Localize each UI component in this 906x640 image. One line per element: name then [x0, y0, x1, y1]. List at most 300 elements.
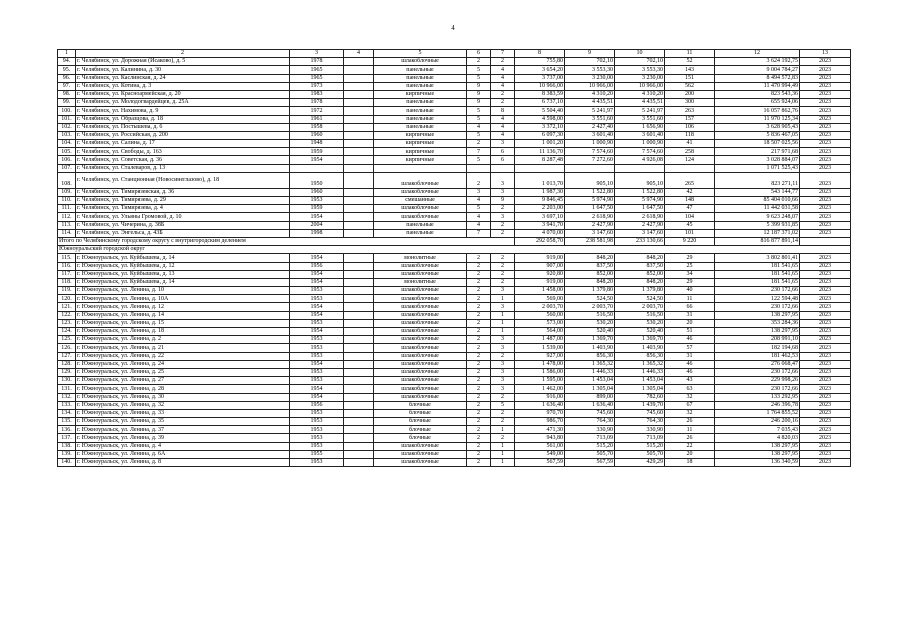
table-cell: 181 541,65 [715, 278, 800, 286]
table-cell: 118. [58, 278, 76, 286]
table-cell: 110. [58, 197, 76, 205]
table-cell: 2 [491, 434, 515, 442]
table-cell: г. Южноуральск, ул. Ленина, д. 10А [76, 295, 290, 303]
table-cell: 2 [467, 344, 491, 352]
table-cell: 3 [491, 287, 515, 295]
table-cell: 2 [467, 409, 491, 417]
table-cell: 116. [58, 262, 76, 270]
table-cell: 2 [467, 418, 491, 426]
table-cell: 1953 [290, 344, 344, 352]
table-cell: 2 203,00 [515, 205, 565, 213]
table-cell: 2 003,70 [565, 303, 615, 311]
table-row [58, 156, 851, 164]
table-cell: панельные [374, 107, 467, 115]
table-cell: 5 [467, 66, 491, 74]
table-cell: 2023 [800, 328, 851, 336]
table-cell: 7 272,60 [565, 156, 615, 164]
table-cell: 2 [467, 352, 491, 360]
table-cell: 124. [58, 328, 76, 336]
table-cell: 127. [58, 352, 76, 360]
table-cell: 1959 [290, 205, 344, 213]
table-cell: 1 [491, 426, 515, 434]
table-cell: 2023 [800, 295, 851, 303]
table-cell: смешанные [374, 197, 467, 205]
table-cell: 919,00 [515, 254, 565, 262]
table-cell: 43 [665, 377, 715, 385]
table-cell: 1 647,50 [615, 205, 665, 213]
table-cell: 1956 [290, 262, 344, 270]
table-cell: 1983 [290, 90, 344, 98]
table-cell: 4 [467, 123, 491, 131]
table-cell [344, 303, 374, 311]
table-cell: г. Южноуральск, ул. Ленина, д. 32 [76, 401, 290, 409]
table-cell: панельные [374, 66, 467, 74]
table-cell: 3 737,00 [515, 74, 565, 82]
table-cell: 136. [58, 426, 76, 434]
table-row [58, 270, 851, 278]
table-row [58, 278, 851, 286]
table-cell: 11 970 125,34 [715, 115, 800, 123]
table-row [58, 164, 851, 172]
table-cell: г. Южноуральск, ул. Ленина, д. 15 [76, 319, 290, 327]
table-cell: 122. [58, 311, 76, 319]
table-cell: г. Южноуральск, ул. Ленина, д. 21 [76, 344, 290, 352]
table-cell: шлакоблочные [374, 360, 467, 368]
table-cell [344, 229, 374, 237]
table-cell: 2023 [800, 360, 851, 368]
table-cell: панельные [374, 74, 467, 82]
table-cell: г. Южноуральск, ул. Ленина, д. 6А [76, 450, 290, 458]
table-cell: г. Челябинск, ул. Ульяны Громовой, д. 10 [76, 213, 290, 221]
table-cell: 2023 [800, 99, 851, 107]
table-cell: 9 846,45 [515, 197, 565, 205]
table-cell: 899,00 [565, 393, 615, 401]
table-cell [374, 164, 467, 172]
table-cell: блочные [374, 426, 467, 434]
table-cell: 848,20 [615, 278, 665, 286]
table-cell: 1 403,90 [615, 344, 665, 352]
table-row [58, 131, 851, 139]
table-cell: 970,70 [515, 409, 565, 417]
table-cell: 20 [665, 319, 715, 327]
table-cell [615, 164, 665, 172]
table-cell: 1960 [290, 188, 344, 196]
table-cell: 2 618,90 [565, 213, 615, 221]
table-cell: 1 539,00 [515, 344, 565, 352]
table-cell: 2 [467, 393, 491, 401]
table-cell: 140. [58, 459, 76, 467]
table-cell: 2 [467, 303, 491, 311]
table-cell: 1953 [290, 287, 344, 295]
table-row [58, 360, 851, 368]
table-cell: 905,10 [565, 172, 615, 188]
table-cell: 1953 [290, 409, 344, 417]
table-cell: г. Южноуральск, ул. Ленина, д. 24 [76, 360, 290, 368]
table-cell [344, 344, 374, 352]
table-cell: 856,30 [565, 352, 615, 360]
table-cell: 3 553,30 [615, 66, 665, 74]
column-number-cell: 5 [374, 50, 467, 58]
table-cell [344, 409, 374, 417]
table-cell: 1978 [290, 99, 344, 107]
table-cell: 246 200,16 [715, 418, 800, 426]
table-cell: 1 013,70 [515, 172, 565, 188]
table-row [58, 319, 851, 327]
table-cell: 5 504,40 [515, 107, 565, 115]
table-row [58, 401, 851, 409]
table-cell: 1953 [290, 377, 344, 385]
table-cell: блочные [374, 434, 467, 442]
table-cell [344, 368, 374, 376]
table-cell: 3 [491, 360, 515, 368]
table-cell: 2 [467, 254, 491, 262]
table-cell: 986,70 [515, 418, 565, 426]
table-cell: г. Южноуральск, ул. Куйбышева, д. 13 [76, 270, 290, 278]
table-cell: 2023 [800, 213, 851, 221]
table-cell: 137. [58, 434, 76, 442]
table-cell: 702,10 [615, 58, 665, 66]
table-cell [344, 295, 374, 303]
table-cell: г. Челябинск, ул. Чичерина, д. 38Б [76, 221, 290, 229]
table-cell: 1 656,90 [615, 123, 665, 131]
table-cell: 3 601,40 [565, 131, 615, 139]
table-cell: г. Челябинск, ул. Тимирязевская, д. 36 [76, 188, 290, 196]
table-row [58, 66, 851, 74]
table-cell: 2023 [800, 287, 851, 295]
table-cell: г. Южноуральск, ул. Куйбышева, д. 14 [76, 278, 290, 286]
table-row [58, 229, 851, 237]
table-cell: 1 365,32 [565, 360, 615, 368]
table-cell [344, 278, 374, 286]
table-cell: 1 [491, 459, 515, 467]
table-cell: 182 194,68 [715, 344, 800, 352]
table-cell: 2 [491, 90, 515, 98]
table-cell: 200 [665, 90, 715, 98]
table-cell: 230 172,66 [715, 385, 800, 393]
table-row [58, 262, 851, 270]
table-cell: 111. [58, 205, 76, 213]
table-cell: 106. [58, 156, 76, 164]
table-cell: 5 974,90 [565, 197, 615, 205]
table-cell: 10 966,00 [615, 82, 665, 90]
column-number-cell: 8 [515, 50, 565, 58]
table-cell: 3 028 884,07 [715, 156, 800, 164]
table-cell: 119. [58, 287, 76, 295]
table-cell: 11 [665, 295, 715, 303]
table-cell: 2 [467, 295, 491, 303]
table-row [58, 328, 851, 336]
table-cell: г. Южноуральск, ул. Ленина, д. 12 [76, 303, 290, 311]
column-number-cell: 13 [800, 50, 851, 58]
table-row [58, 213, 851, 221]
table-cell: 2 [491, 262, 515, 270]
table-cell: 2 [467, 401, 491, 409]
table-cell: 5 [467, 107, 491, 115]
table-cell [344, 418, 374, 426]
table-cell: 2023 [800, 409, 851, 417]
table-cell: 2023 [800, 254, 851, 262]
table-cell: шлакоблочные [374, 58, 467, 66]
table-cell: г. Челябинск, ул. Советская, д. 36 [76, 156, 290, 164]
table-cell: 11 442 031,58 [715, 205, 800, 213]
table-cell: 9 004 784,27 [715, 66, 800, 74]
table-row [58, 442, 851, 450]
table-cell: 2 [467, 262, 491, 270]
table-cell [344, 107, 374, 115]
table-cell: 2 [467, 442, 491, 450]
table-cell [344, 262, 374, 270]
table-cell: г. Челябинск, ул. Салина, д. 17 [76, 140, 290, 148]
table-cell: 2023 [800, 156, 851, 164]
table-cell [344, 164, 374, 172]
table-cell: г. Южноуральск, ул. Ленина, д. 39 [76, 434, 290, 442]
table-cell: 181 541,65 [715, 270, 800, 278]
table-cell: 3 [491, 172, 515, 188]
column-number-cell: 2 [76, 50, 290, 58]
header-row [58, 50, 851, 58]
table-cell [344, 434, 374, 442]
table-cell: 2023 [800, 229, 851, 237]
table-cell: г. Челябинск, ул. Каслинская, д. 24 [76, 74, 290, 82]
table-cell: 129. [58, 368, 76, 376]
table-cell: 138 297,95 [715, 328, 800, 336]
table-cell: 745,60 [615, 409, 665, 417]
table-cell: г. Челябинск, ул. Станционная (Новосинеглазово), д. 18 [76, 172, 290, 188]
table-cell: 530,20 [565, 319, 615, 327]
table-cell: 2 427,90 [615, 221, 665, 229]
table-cell: 8 494 572,83 [715, 74, 800, 82]
table-cell: 2 [467, 426, 491, 434]
table-cell: 1954 [290, 254, 344, 262]
table-cell: 2 [467, 368, 491, 376]
table-cell: 85 404 010,66 [715, 197, 800, 205]
table-cell: 2023 [800, 197, 851, 205]
table-cell: 2 [467, 459, 491, 467]
table-row [58, 287, 851, 295]
page-number: 4 [451, 24, 455, 32]
table-cell: 22 [665, 442, 715, 450]
table-cell: 6 737,10 [515, 99, 565, 107]
table-cell: 123. [58, 319, 76, 327]
table-cell: 3 372,10 [515, 123, 565, 131]
table-cell: 5 [467, 131, 491, 139]
table-cell: г. Челябинск, ул. Энгельса, д. 43Б [76, 229, 290, 237]
total-value-cell: 233 130,66 [615, 237, 665, 245]
table-cell: 520,40 [615, 328, 665, 336]
table-cell [344, 442, 374, 450]
table-cell: 5 [467, 74, 491, 82]
table-cell: 5 399 931,85 [715, 221, 800, 229]
table-cell: 31 [665, 311, 715, 319]
table-cell: 124 [665, 156, 715, 164]
table-cell: 3 [491, 336, 515, 344]
table-cell: г. Южноуральск, ул. Куйбышева, д. 14 [76, 254, 290, 262]
table-row [58, 205, 851, 213]
table-cell: 1954 [290, 303, 344, 311]
table-cell: 5 241,97 [615, 107, 665, 115]
column-number-cell: 9 [565, 50, 615, 58]
table-cell: 3 230,00 [565, 74, 615, 82]
table-cell: 907,00 [515, 262, 565, 270]
table-cell: 2 [491, 278, 515, 286]
table-cell: 9 [467, 82, 491, 90]
table-cell: 516,50 [615, 311, 665, 319]
table-cell: 112. [58, 213, 76, 221]
table-cell: 524,50 [565, 295, 615, 303]
table-cell: 4 [491, 66, 515, 74]
table-row [58, 172, 851, 188]
table-cell: 1 636,40 [515, 401, 565, 409]
table-cell [344, 123, 374, 131]
table-cell: 3 941,70 [515, 221, 565, 229]
table-cell: 3 624 192,75 [715, 58, 800, 66]
table-cell: 2 [491, 270, 515, 278]
table-cell: 57 [665, 344, 715, 352]
table-cell: шлакоблочные [374, 319, 467, 327]
table-cell: 1954 [290, 156, 344, 164]
table-cell: 5 [467, 156, 491, 164]
column-number-cell: 11 [665, 50, 715, 58]
table-cell: г. Южноуральск, ул. Ленина, д. 18 [76, 328, 290, 336]
table-cell [491, 164, 515, 172]
table-cell: 10 966,00 [565, 82, 615, 90]
table-cell: 1 379,80 [565, 287, 615, 295]
table-row [58, 368, 851, 376]
column-number-cell: 12 [715, 50, 800, 58]
table-cell: 520,40 [565, 328, 615, 336]
table-cell: г. Южноуральск, ул. Ленина, д. 25 [76, 368, 290, 376]
table-cell: г. Челябинск, ул. Молодогвардейцев, д. 25А [76, 99, 290, 107]
table-cell [344, 319, 374, 327]
table-cell: г. Челябинск, ул. Российская, д. 200 [76, 131, 290, 139]
table-cell: 1 446,33 [615, 368, 665, 376]
table-cell [344, 115, 374, 123]
table-cell: 130. [58, 377, 76, 385]
table-cell [344, 385, 374, 393]
table-row [58, 434, 851, 442]
table-cell: 1954 [290, 360, 344, 368]
table-cell: 1960 [290, 131, 344, 139]
table-cell: 1 305,04 [565, 385, 615, 393]
table-cell: 2 [491, 221, 515, 229]
table-cell: 45 [665, 221, 715, 229]
table-cell: 2 [467, 172, 491, 188]
table-cell: 246 396,78 [715, 401, 800, 409]
total-row [58, 237, 851, 245]
table-cell [344, 205, 374, 213]
table-cell: 755,80 [515, 58, 565, 66]
table-cell: 20 [665, 450, 715, 458]
table-cell: 1 987,30 [515, 188, 565, 196]
table-cell: 782,60 [615, 393, 665, 401]
table-cell: г. Южноуральск, ул. Ленина, д. 4 [76, 442, 290, 450]
table-cell: 1 636,40 [565, 401, 615, 409]
table-cell: 2023 [800, 172, 851, 188]
table-cell [344, 328, 374, 336]
table-row [58, 197, 851, 205]
table-cell: 943,80 [515, 434, 565, 442]
table-row [58, 295, 851, 303]
table-cell: шлакоблочные [374, 303, 467, 311]
table-cell: 136 340,59 [715, 459, 800, 467]
table-cell: 8 [491, 107, 515, 115]
table-cell: 4 [491, 123, 515, 131]
table-cell: 1948 [290, 140, 344, 148]
table-cell: 1953 [290, 352, 344, 360]
table-cell: 120. [58, 295, 76, 303]
table-cell: 1 478,00 [515, 360, 565, 368]
table-cell: 848,20 [565, 254, 615, 262]
table-cell: 7 [467, 148, 491, 156]
table-cell: 126. [58, 344, 76, 352]
table-cell: г. Челябинск, ул. Калинина, д. 30 [76, 66, 290, 74]
table-cell: 1953 [290, 459, 344, 467]
table-cell: панельные [374, 82, 467, 90]
table-cell: 569,00 [515, 295, 565, 303]
table-cell: 26 [665, 434, 715, 442]
table-cell: 63 [665, 385, 715, 393]
table-cell: 121. [58, 303, 76, 311]
table-cell: 1 001,20 [515, 140, 565, 148]
table-cell: 4 [491, 131, 515, 139]
table-cell [344, 82, 374, 90]
table-cell: 2023 [800, 82, 851, 90]
table-cell: 7 574,60 [565, 148, 615, 156]
table-cell: 848,20 [565, 278, 615, 286]
table-cell: 4 820,03 [715, 434, 800, 442]
table-cell: 567,59 [565, 459, 615, 467]
table-cell [344, 287, 374, 295]
table-cell: 1 403,90 [565, 344, 615, 352]
table-cell: 100. [58, 107, 76, 115]
table-cell: 3 697,10 [515, 213, 565, 221]
column-number-cell: 4 [344, 50, 374, 58]
table-cell: 5 836 467,05 [715, 131, 800, 139]
table-cell: шлакоблочные [374, 270, 467, 278]
table-cell: 561,00 [515, 442, 565, 450]
table-cell: 5 241,97 [565, 107, 615, 115]
table-cell: кирпичные [374, 131, 467, 139]
table-cell: 2 [467, 328, 491, 336]
table-cell: 7 035,43 [715, 426, 800, 434]
table-cell [344, 172, 374, 188]
table-cell: 3 [467, 188, 491, 196]
table-cell: 1953 [290, 434, 344, 442]
table-cell: 2023 [800, 344, 851, 352]
table-cell: 8 287,48 [515, 156, 565, 164]
table-cell: 2023 [800, 66, 851, 74]
table-cell: 916,00 [515, 393, 565, 401]
table-cell: 4 310,20 [565, 90, 615, 98]
table-cell: 157 [665, 115, 715, 123]
table-cell: панельные [374, 229, 467, 237]
table-cell: 573,00 [515, 319, 565, 327]
table-cell: 3 [491, 303, 515, 311]
table-cell: 2 427,40 [565, 123, 615, 131]
table-cell: 96. [58, 74, 76, 82]
table-cell: 852,00 [565, 270, 615, 278]
table-cell [344, 140, 374, 148]
table-cell: 138. [58, 442, 76, 450]
table-cell: 837,50 [615, 262, 665, 270]
table-cell: 67 [665, 401, 715, 409]
table-cell: 9 623 248,07 [715, 213, 800, 221]
table-cell: 655 924,06 [715, 99, 800, 107]
table-cell: 4 [491, 115, 515, 123]
table-cell: 2023 [800, 336, 851, 344]
table-row [58, 123, 851, 131]
table-cell: г. Южноуральск, ул. Ленина, д. 35 [76, 418, 290, 426]
